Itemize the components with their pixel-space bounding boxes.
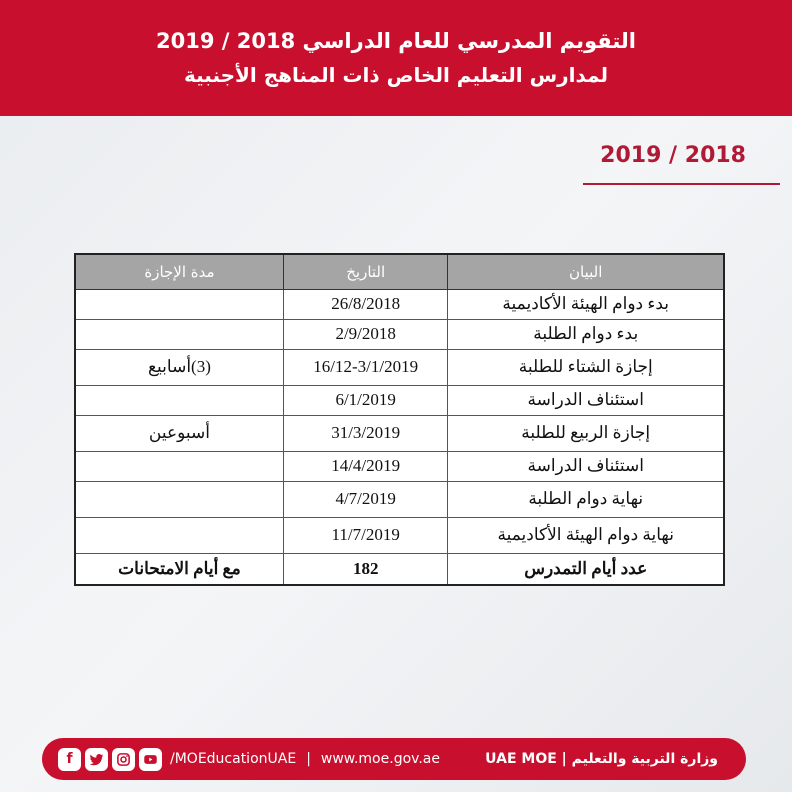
cell-item: بدء دوام الطلبة xyxy=(448,319,724,349)
youtube-icon[interactable] xyxy=(139,748,162,771)
footer-bar xyxy=(42,738,746,780)
cell-date: 26/8/2018 xyxy=(283,289,448,319)
table-row xyxy=(75,349,724,385)
cell-date: 6/1/2019 xyxy=(283,385,448,415)
instagram-icon[interactable] xyxy=(112,748,135,771)
twitter-icon[interactable] xyxy=(85,748,108,771)
table-row xyxy=(75,451,724,481)
cell-duration xyxy=(75,319,283,349)
cell-date: 11/7/2019 xyxy=(283,517,448,553)
cell-date: 31/3/2019 xyxy=(283,415,448,451)
cell-item: بدء دوام الهيئة الأكاديمية xyxy=(448,289,724,319)
cell-item: استئناف الدراسة xyxy=(448,385,724,415)
column-header-item: البيان xyxy=(448,254,724,289)
column-header-date: التاريخ xyxy=(283,254,448,289)
table-row xyxy=(75,385,724,415)
calendar-table xyxy=(74,253,725,586)
year-heading: 2019 / 2018 xyxy=(600,143,746,168)
cell-duration xyxy=(75,451,283,481)
page-title: التقويم المدرسي للعام الدراسي 2018 / 2019 xyxy=(156,29,637,53)
table-row xyxy=(75,415,724,451)
cell-date: 2/9/2018 xyxy=(283,319,448,349)
cell-date: 16/12-3/1/2019 xyxy=(283,349,448,385)
page-subtitle: لمدارس التعليم الخاص ذات المناهج الأجنبية xyxy=(184,63,609,87)
cell-duration xyxy=(75,517,283,553)
cell-item: نهاية دوام الطلبة xyxy=(448,481,724,517)
social-icons xyxy=(58,748,162,771)
social-handle-link[interactable]: /MOEducationUAE xyxy=(170,751,297,767)
cell-total-note: مع أيام الامتحانات xyxy=(75,553,283,585)
website-link[interactable]: www.moe.gov.ae xyxy=(320,751,440,767)
ministry-name: وزارة التربية والتعليم | UAE MOE xyxy=(485,751,718,767)
cell-item: إجازة الربيع للطلبة xyxy=(448,415,724,451)
cell-duration xyxy=(75,385,283,415)
column-header-duration: مدة الإجازة xyxy=(75,254,283,289)
table-row xyxy=(75,289,724,319)
cell-duration xyxy=(75,481,283,517)
divider xyxy=(583,183,780,185)
table-total-row xyxy=(75,553,724,585)
table-row xyxy=(75,481,724,517)
cell-duration: (3)أسابيع xyxy=(75,349,283,385)
cell-total-days: 182 xyxy=(283,553,448,585)
table-row xyxy=(75,319,724,349)
facebook-icon[interactable]: f xyxy=(58,748,81,771)
table-header-row xyxy=(75,254,724,289)
title-banner xyxy=(0,0,792,116)
table-row xyxy=(75,517,724,553)
cell-duration: أسبوعين xyxy=(75,415,283,451)
separator: | xyxy=(306,751,311,767)
cell-item: إجازة الشتاء للطلبة xyxy=(448,349,724,385)
cell-total-label: عدد أيام التمدرس xyxy=(448,553,724,585)
cell-date: 14/4/2019 xyxy=(283,451,448,481)
cell-date: 4/7/2019 xyxy=(283,481,448,517)
cell-duration xyxy=(75,289,283,319)
cell-item: استئناف الدراسة xyxy=(448,451,724,481)
cell-item: نهاية دوام الهيئة الأكاديمية xyxy=(448,517,724,553)
